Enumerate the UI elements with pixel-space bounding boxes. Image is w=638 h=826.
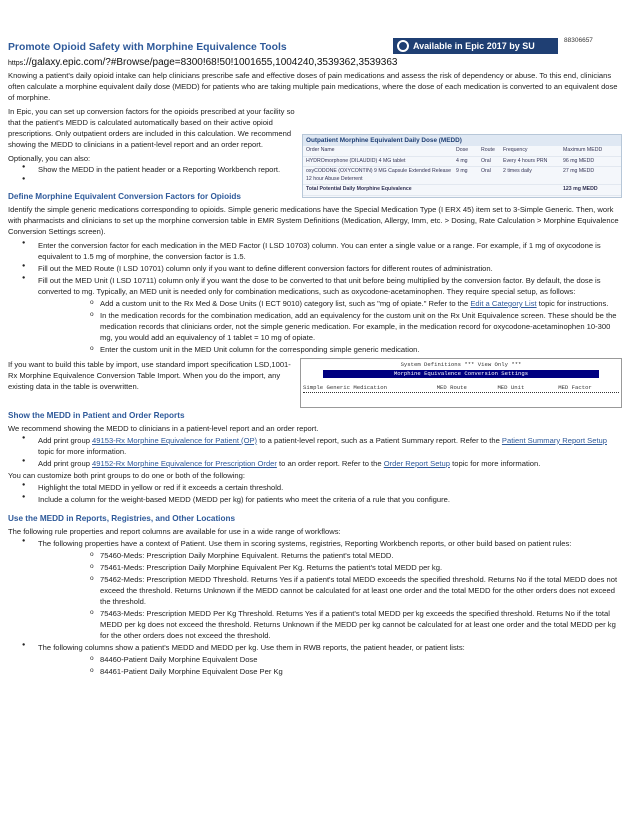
sub-list-item: o 84460-Patient Daily Morphine Equivalent Dose (8, 654, 622, 665)
url-prefix: https (8, 60, 24, 67)
col-med-unit: MED Unit (497, 384, 525, 392)
section-heading-reports: Show the MEDD in Patient and Order Reports (8, 410, 185, 420)
patient-summary-report-setup-link[interactable]: Patient Summary Report Setup (501, 435, 608, 445)
screenshot-title: System Definitions *** View Only *** (400, 360, 522, 368)
section-paragraph: Identify the simple generic medications corresponding to opioids. Simple generic medications have the Special Medication Type (I ERX 45) item set to 3-Simple Generic. Then, work with pharmacists and clinicians to set up the morphine conversion table in EMR System Definitions (Medication, Allergy, Imm, etc. > Dosing, Rate Calculation > Morphine Equivalence Conversion Settings screen). (8, 204, 619, 236)
print-group-49152-link[interactable]: 49152-Rx Morphine Equivalence for Prescription Order (92, 458, 277, 468)
reports-list (8, 435, 622, 469)
text: topic for instructions. (536, 298, 609, 308)
col-route: Route (481, 147, 495, 154)
galaxy-url[interactable] (8, 56, 397, 71)
epic-availability-badge (393, 38, 558, 54)
list-item: ● Fill out the MED Route (I LSD 10701) column only if you want to define different conversion factors for different routes of administration. (8, 263, 622, 274)
section-paragraph: The following rule properties and report columns are available for use in a wide range of workflows: (8, 526, 341, 536)
text: topic for more information. (38, 446, 127, 456)
sub-list-item (8, 298, 622, 309)
list-item: ● Highlight the total MEDD in yellow or red if it exceeds a certain threshold. (8, 482, 622, 493)
cell: oxyCODONE (OXYCONTIN) 9 MG Capsule Extended Release 12 hour Abuse Deterrent (306, 168, 452, 182)
cell: 123 mg MEDD (563, 186, 598, 193)
sub-list-item: o 84461-Patient Daily Morphine Equivalent Dose Per Kg (8, 666, 622, 677)
col-max-medd: Maximum MEDD (563, 147, 603, 154)
list-item: ● Show the MEDD in the patient header or a Reporting Workbench report. (8, 164, 622, 175)
gear-icon (397, 40, 409, 52)
section-paragraph: You can customize both print groups to do one or both of the following: (8, 470, 245, 480)
col-order-name: Order Name (306, 147, 335, 154)
section-heading-use: Use the MEDD in Reports, Registries, and Other Locations (8, 513, 236, 523)
page-title: Promote Opioid Safety with Morphine Equivalence Tools (8, 42, 287, 53)
sub-list-item: o Enter the custom unit in the MED Unit column for the corresponding simple generic medication. (8, 344, 622, 355)
page-header (8, 36, 628, 56)
cell: Oral (481, 157, 491, 164)
list-item (8, 458, 622, 469)
url-rest: ://galaxy.epic.com/?#Browse/page=8300!68!50!1001655,1004240,3539362,3539363 (23, 57, 398, 68)
screenshot-title: Outpatient Morphine Equivalent Daily Dose (MEDD) (303, 135, 621, 146)
col-frequency: Frequency (503, 147, 528, 154)
section-heading-define: Define Morphine Equivalent Conversion Factors for Opioids (8, 192, 241, 201)
cell (481, 186, 503, 194)
list-item (8, 176, 622, 187)
sub-list-item: o In the medication records for the combination medication, add an equivalency for the custom unit on the Rx Unit Equivalence screen. These should be the medication records that clinicians order, not the simple generic medication. For example, in the medication record for oxycodone-acetaminophen 10-300 mg, you would add an equivalency of 1 tablet = 10 mg of opiate. (8, 310, 622, 343)
print-group-49153-link[interactable]: 49153-Rx Morphine Equivalence for Patient (OP) (92, 435, 258, 445)
use-list (8, 538, 622, 677)
cell (456, 186, 481, 194)
col-simple-generic: Simple Generic Medication (303, 384, 387, 392)
text: topic for more information. (450, 458, 541, 468)
col-dose: Dose (456, 147, 469, 154)
cell: Every 4 hours PRN (503, 157, 548, 164)
screenshot-columns (303, 384, 619, 393)
col-med-factor: MED Factor (558, 384, 592, 392)
sub-list-item: o 75463-Meds: Prescription MEDD Per Kg Threshold. Returns Yes if a patient's total MEDD per kg exceeds the specified threshold. Returns No if the total MEDD per kg does not exceed the threshold. Returns Unknown if the MEDD per kg cannot be calculated for at least one order and the total MEDD per kg for the other orders does not exceed the threshold. (8, 608, 622, 641)
cell: Total Potential Daily Morphine Equivalence (306, 186, 412, 193)
intro-paragraph-2: In Epic, you can set up conversion factors for the opioids prescribed at your facility so that the patient's MEDD is calculated automatically based on their active opioid prescriptions. Only outpatient orders are included in this calculation. We recommend showing the MEDD to clinicians in a patient-level report and an order report. (8, 107, 295, 149)
list-item: ● Fill out the MED Unit (I LSD 10711) column only if you want the dose to be converted to that unit before being multiplied by the conversion factor. By default, the dose is converted to mg. Typically, an MED unit is needed only for combination medications, such as oxycodone-acetaminophen. They require special setup, as follows: (8, 275, 622, 297)
order-report-setup-link[interactable]: Order Report Setup (383, 458, 450, 468)
list-item: ● The following columns show a patient's MEDD and MEDD per kg. Use them in RWB reports, the patient header, or patient lists: (8, 642, 622, 653)
cell: 9 mg (456, 168, 468, 175)
also-label: Optionally, you can also: (8, 154, 91, 163)
text: Add a custom unit to the Rx Med & Dose Units (I ECT 9010) category list, such as "mg of opiate." Refer to the (100, 298, 471, 308)
define-list (8, 240, 622, 355)
text: Add print group (38, 458, 93, 468)
document-body (8, 70, 622, 678)
cell: 27 mg MEDD (563, 168, 595, 175)
sub-list-item: o 75460-Meds: Prescription Daily Morphine Equivalent. Returns the patient's total MEDD. (8, 550, 622, 561)
list-item (8, 435, 622, 457)
cell: 96 mg MEDD (563, 157, 595, 164)
also-list (8, 164, 622, 187)
col-med-route: MED Route (436, 384, 467, 392)
sub-list-item: o 75462-Meds: Prescription MEDD Threshold. Returns Yes if a patient's total MEDD exceeds the specified threshold. Returns No if the total MEDD does not exceed the threshold. Returns Unknown if the MEDD cannot be calculated for at least one order and the total MEDD for the other orders does not exceed the threshold. (8, 574, 622, 607)
cell: 4 mg (456, 157, 468, 164)
list-item: ● Include a column for the weight-based MEDD (MEDD per kg) for patients who meet the criteria of a rule that you configure. (8, 494, 622, 505)
text: to a patient-level report, such as a Patient Summary report. Refer to the (257, 435, 502, 445)
badge-label: Available in Epic 2017 by SU (413, 41, 535, 51)
cell: Oral (481, 168, 491, 175)
system-definitions-screenshot (300, 358, 622, 408)
section-paragraph: We recommend showing the MEDD to clinicians in a patient-level report and an order report. (8, 423, 319, 433)
screenshot-header-row (303, 146, 621, 157)
edit-category-list-link[interactable]: Edit a Category List (470, 298, 537, 308)
cell: HYDROmorphone (DILAUDID) 4 MG tablet (306, 157, 406, 164)
list-item: ● Enter the conversion factor for each medication in the MED Factor (I LSD 10703) column. You can enter a single value or a range. For example, if 1 mg of oxycodone is equivalent to 1.5 mg of morphine, the conversion factor is 1.5. (8, 240, 622, 262)
intro-paragraph: Knowing a patient's daily opioid intake can help clinicians prescribe safe and effective doses of pain medications and assess the risk of dependency or abuse. To this end, clinicians often calculate a morphine equivalent daily dose (MEDD) for patients who are taking multiple pain medications, where the dose of each medication is converted to an equivalent dose of morphine. (8, 71, 618, 102)
customize-list (8, 482, 622, 505)
cell (503, 186, 563, 194)
screenshot-subtitle: Morphine Equivalence Conversion Settings (323, 370, 599, 378)
document-id: 88306657 (564, 37, 593, 44)
sub-list-item: o 75461-Meds: Prescription Daily Morphine Equivalent Per Kg. Returns the patient's total MEDD per kg. (8, 562, 622, 573)
text: to an order report. Refer to the (276, 458, 384, 468)
import-paragraph: If you want to build this table by import, use standard import specification LSD,1001-Rx Morphine Equivalence Conversion Table Import. When you do the import, any existing data in the table is overwritten. (8, 359, 291, 391)
cell: 2 times daily (503, 168, 532, 175)
list-item: ● The following properties have a context of Patient. Use them in scoring systems, registries, Reporting Workbench reports, or other build based on patient rules: (8, 538, 622, 549)
text: Add print group (38, 435, 93, 445)
